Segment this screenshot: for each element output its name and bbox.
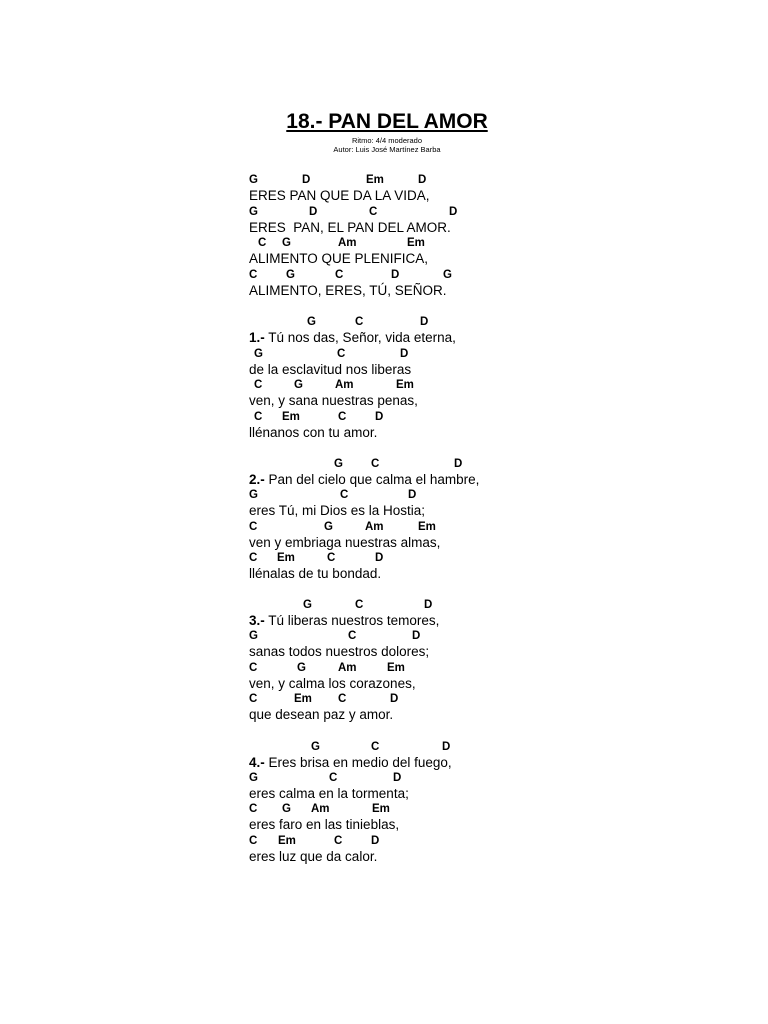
verse-number: 4.- (249, 755, 265, 770)
chord: D (418, 174, 427, 186)
chord: Em (278, 835, 296, 847)
chord: Em (387, 662, 405, 674)
chord: C (249, 803, 258, 815)
chord: G (307, 316, 316, 328)
lyric-text: Tú liberas nuestros temores, (264, 613, 440, 628)
lyric-line (249, 613, 439, 629)
lyric-line: ALIMENTO, ERES, TÚ, SEÑOR. (249, 283, 447, 298)
chord: C (249, 552, 258, 564)
chord: C (369, 206, 378, 218)
chord: Am (338, 662, 357, 674)
chord: C (249, 269, 258, 281)
chord: G (324, 521, 333, 533)
lyric-line (249, 755, 452, 771)
chord: D (391, 269, 400, 281)
chord: D (371, 835, 380, 847)
chord: C (355, 316, 364, 328)
chord: Em (396, 379, 414, 391)
chord: Em (418, 521, 436, 533)
chord: G (286, 269, 295, 281)
chord: Em (294, 693, 312, 705)
chord: Em (372, 803, 390, 815)
lyric-line: ALIMENTO QUE PLENIFICA, (249, 251, 429, 266)
chord: D (393, 772, 402, 784)
chord: G (249, 772, 258, 784)
chord: G (443, 269, 452, 281)
chord: Am (311, 803, 330, 815)
chord: C (249, 835, 258, 847)
chord: G (282, 803, 291, 815)
chord: D (375, 552, 384, 564)
chord: D (309, 206, 318, 218)
lyric-line: ERES PAN QUE DA LA VIDA, (249, 188, 430, 203)
chord: C (249, 521, 258, 533)
chord: G (249, 489, 258, 501)
chord: C (355, 599, 364, 611)
song-title: 18.- PAN DEL AMOR (286, 110, 488, 133)
lyric-line: de la esclavitud nos liberas (249, 362, 412, 377)
lyric-text: Tú nos das, Señor, vida eterna, (264, 330, 456, 345)
chord: C (335, 269, 344, 281)
chord: D (420, 316, 429, 328)
verse-number: 3.- (249, 613, 265, 628)
lyric-line (249, 330, 456, 346)
chord: Am (335, 379, 354, 391)
lyric-line: sanas todos nuestros dolores; (249, 644, 430, 659)
chord: C (348, 630, 357, 642)
chord: C (337, 348, 346, 360)
chord: D (449, 206, 458, 218)
author-note: Autor: Luis José Martínez Barba (333, 145, 441, 154)
chord: C (249, 693, 258, 705)
chord: G (249, 206, 258, 218)
chord: D (390, 693, 399, 705)
chord: D (302, 174, 311, 186)
verse-number: 2.- (249, 472, 265, 487)
chord: C (338, 411, 347, 423)
chord: G (249, 630, 258, 642)
lyric-line: eres calma en la tormenta; (249, 786, 409, 801)
lyric-line: llénalas de tu bondad. (249, 566, 382, 581)
chord: D (442, 741, 451, 753)
lyric-text: Pan del cielo que calma el hambre, (264, 472, 480, 487)
lyric-line: eres luz que da calor. (249, 849, 378, 864)
chord: Em (277, 552, 295, 564)
lyric-line: ven, y calma los corazones, (249, 676, 416, 691)
chord: G (297, 662, 306, 674)
chord: C (338, 693, 347, 705)
lyric-line: que desean paz y amor. (249, 707, 394, 722)
lyric-line: ERES PAN, EL PAN DEL AMOR. (249, 220, 451, 235)
chord: G (311, 741, 320, 753)
chord: G (249, 174, 258, 186)
lyric-line: llénanos con tu amor. (249, 425, 378, 440)
lyric-line (249, 472, 479, 488)
chord: C (249, 662, 258, 674)
lyric-line: ven, y sana nuestras penas, (249, 393, 418, 408)
chord: D (412, 630, 421, 642)
chord: D (408, 489, 417, 501)
chord: G (294, 379, 303, 391)
chord: Em (282, 411, 300, 423)
chord: C (258, 237, 267, 249)
chord: G (334, 458, 343, 470)
lyric-line: eres Tú, mi Dios es la Hostia; (249, 503, 426, 518)
chord: C (254, 411, 263, 423)
chord: C (334, 835, 343, 847)
lyric-text: Eres brisa en medio del fuego, (264, 755, 452, 770)
verse-number: 1.- (249, 330, 265, 345)
chord: G (254, 348, 263, 360)
chord: D (424, 599, 433, 611)
chord: C (327, 552, 336, 564)
chord: D (400, 348, 409, 360)
chord: C (371, 741, 380, 753)
chord: Em (407, 237, 425, 249)
chord: C (340, 489, 349, 501)
chord: G (303, 599, 312, 611)
chord: G (282, 237, 291, 249)
lyric-line: ven y embriaga nuestras almas, (249, 535, 441, 550)
lyric-line: eres faro en las tinieblas, (249, 817, 400, 832)
chord: C (254, 379, 263, 391)
chord: Am (365, 521, 384, 533)
rhythm-note: Ritmo: 4/4 moderado (351, 136, 423, 145)
chord: C (371, 458, 380, 470)
chord: Am (338, 237, 357, 249)
chord: D (454, 458, 463, 470)
chord: C (329, 772, 338, 784)
chord: Em (366, 174, 384, 186)
chord: D (375, 411, 384, 423)
